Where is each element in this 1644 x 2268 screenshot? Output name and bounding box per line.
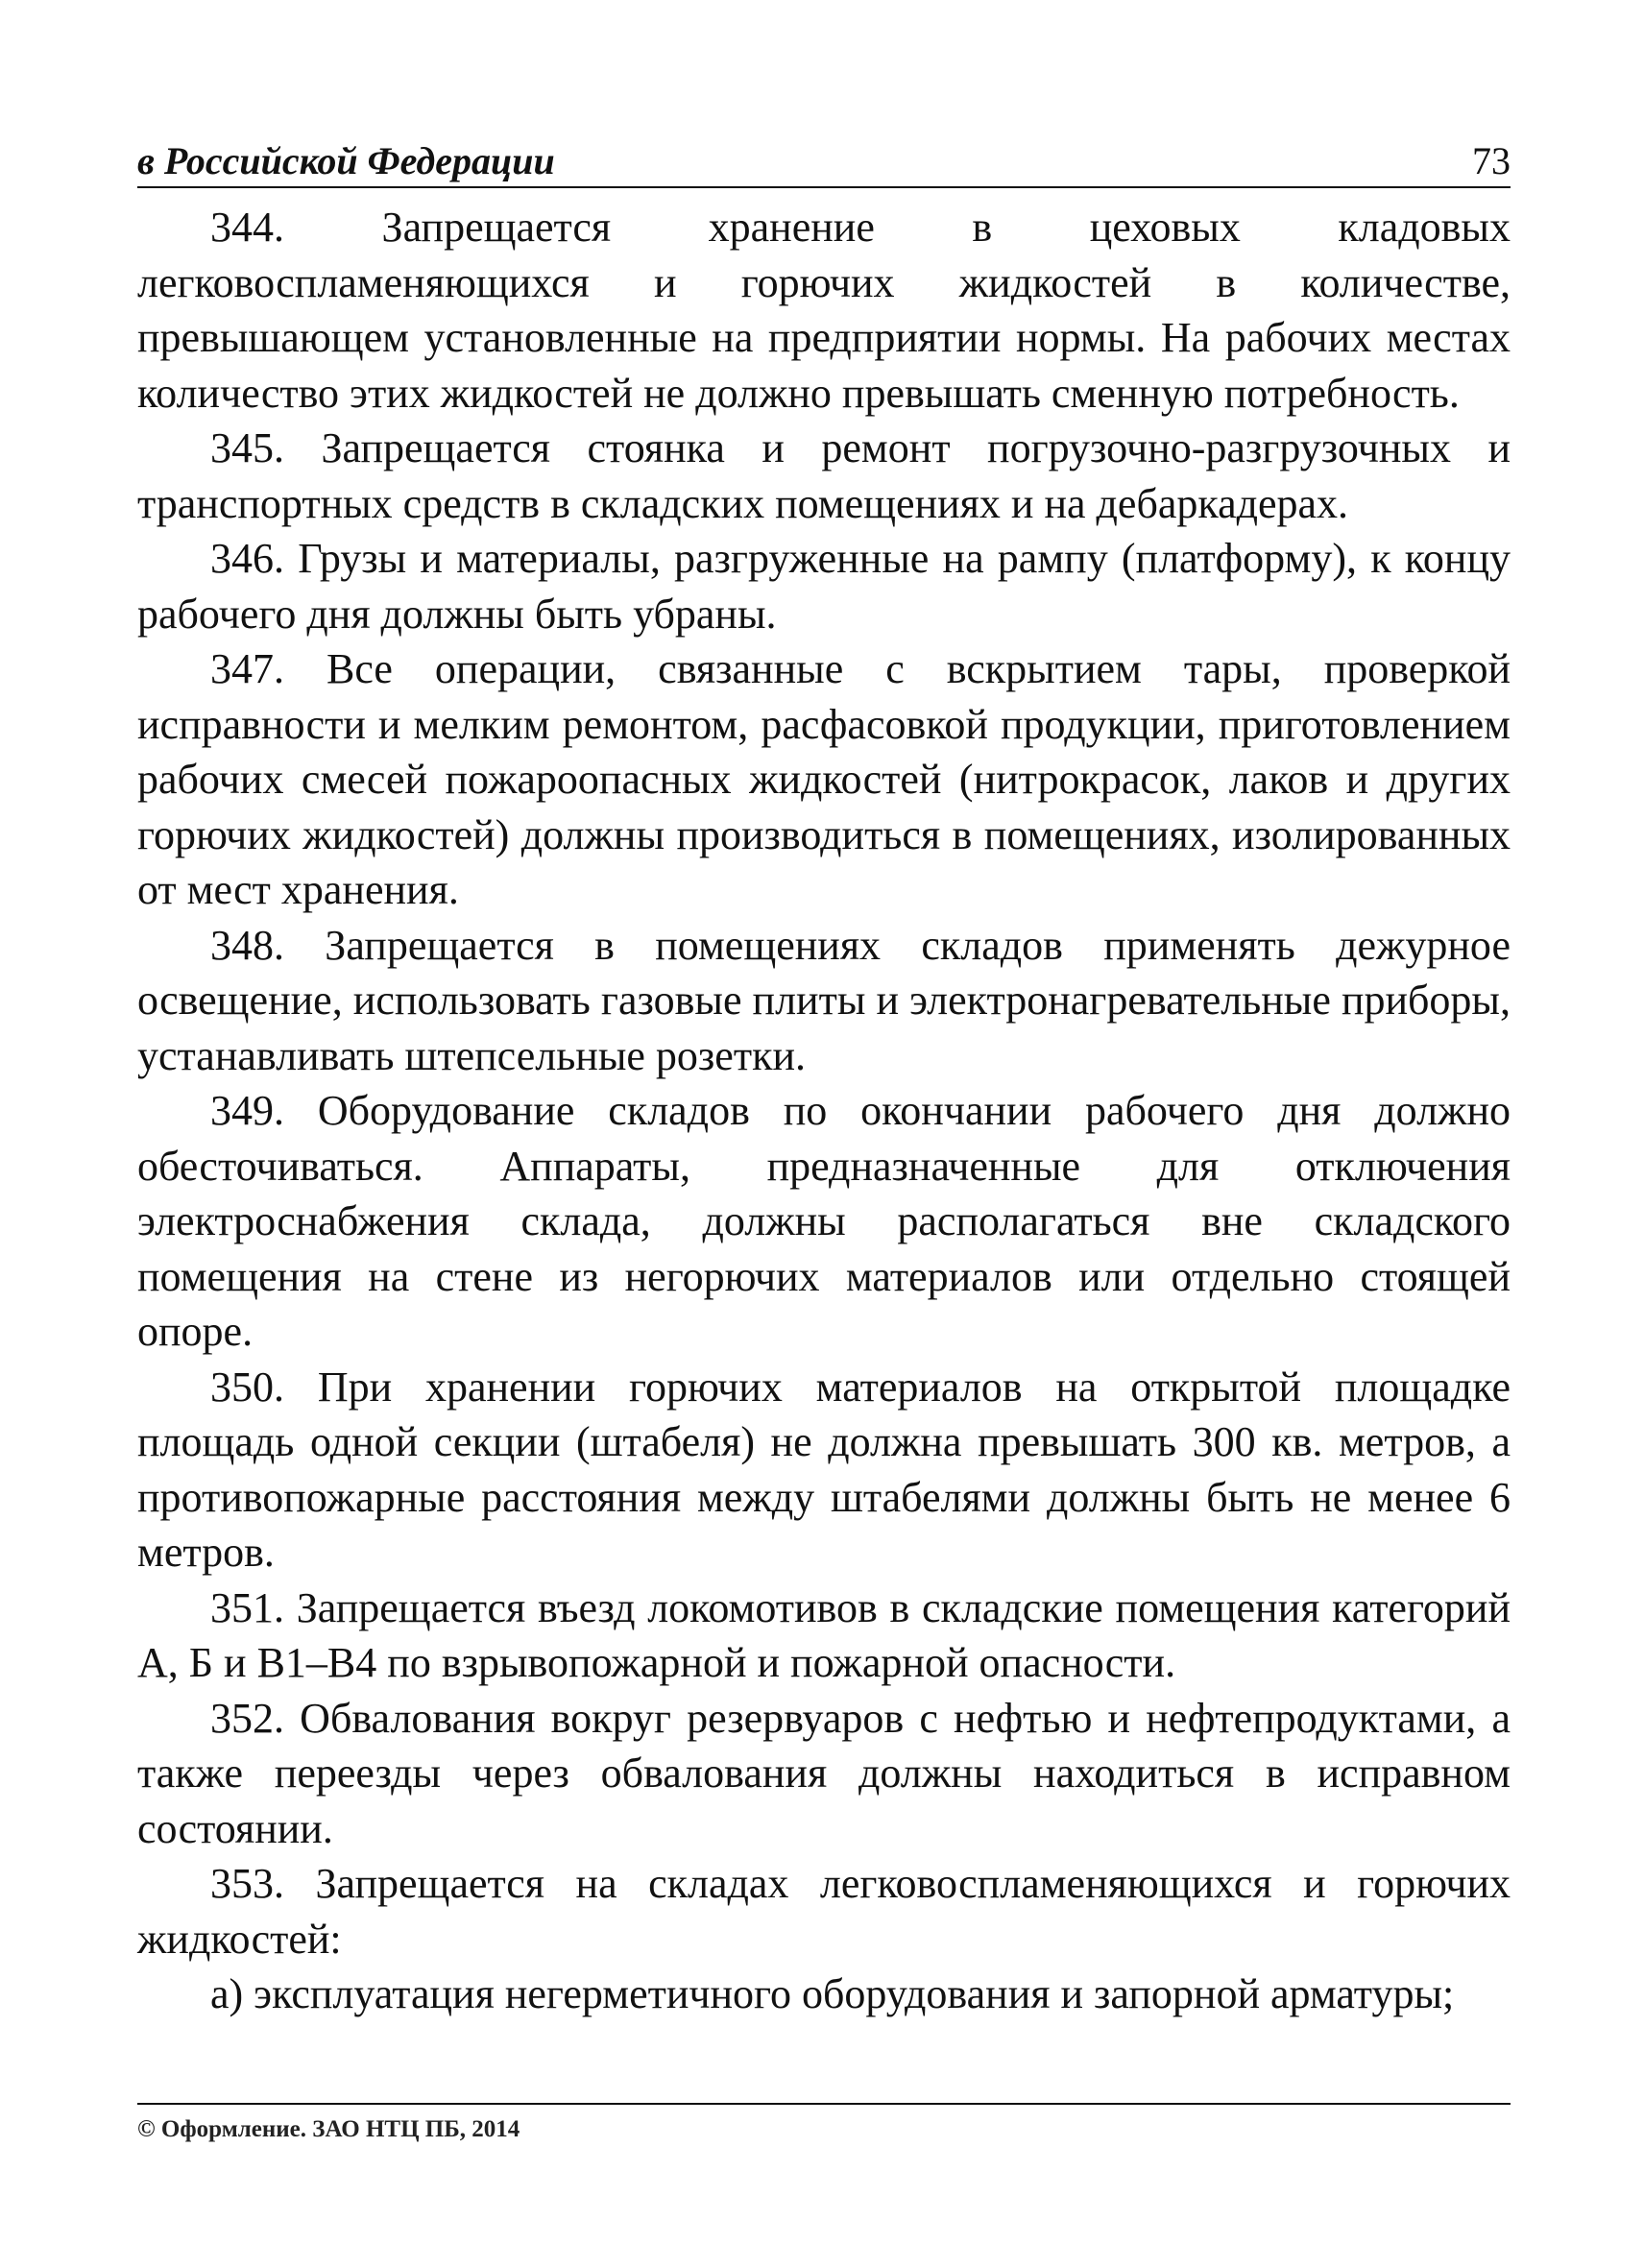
paragraph-344: 344. Запрещается хранение в цеховых кладовых легковоспламеняющихся и горючих жидкостей в количестве, превышающем установленные на предприятии нормы. На рабочих местах количество этих жидкостей не должно превышать сменную потребность. [137, 204, 1511, 417]
body-text [137, 200, 1511, 2022]
paragraph-347: 347. Все операции, связанные с вскрытием тары, проверкой исправности и мелким ремонтом, расфасовкой продукции, приготовлением рабочих смесей пожароопасных жидкостей (нитрокрасок, лаков и других горючих жидкостей) должны производиться в помещениях, изолированных от мест хранения. [137, 645, 1511, 913]
paragraph-346: 346. Грузы и материалы, разгруженные на рампу (платформу), к концу рабочего дня должны быть убраны. [137, 535, 1511, 638]
running-header [137, 125, 1511, 181]
paragraph-349: 349. Оборудование складов по окончании рабочего дня должно обесточиваться. Аппараты, предназначенные для отключения электроснабжения склада, должны располагаться вне складского помещения на стене из негорючих материалов или отдельно стоящей опоре. [137, 1087, 1511, 1355]
running-title: в Российской Федерации [137, 139, 555, 182]
paragraph-345: 345. Запрещается стоянка и ремонт погрузочно-разгрузочных и транспортных средств в складских помещениях и на дебаркадерах. [137, 424, 1511, 527]
footer-copyright: © Оформление. ЗАО НТЦ ПБ, 2014 [137, 2116, 520, 2142]
paragraph-353: 353. Запрещается на складах легковоспламеняющихся и горючих жидкостей: [137, 1860, 1511, 1963]
footer-rule [137, 2103, 1511, 2105]
header-rule [137, 186, 1511, 188]
paragraph-348: 348. Запрещается в помещениях складов применять дежурное освещение, использовать газовые плиты и электронагревательные приборы, устанавливать штепсельные розетки. [137, 921, 1511, 1079]
page [137, 125, 1511, 2022]
paragraph-353-a: а) эксплуатация негерметичного оборудования и запорной арматуры; [210, 1970, 1455, 2017]
paragraph-351: 351. Запрещается въезд локомотивов в складские помещения категорий А, Б и В1–В4 по взрывопожарной и пожарной опасности. [137, 1583, 1511, 1686]
page-number: 73 [1472, 139, 1511, 182]
paragraph-350: 350. При хранении горючих материалов на открытой площадке площадь одной секции (штабеля) не должна превышать 300 кв. метров, а противопожарные расстояния между штабелями должны быть не менее 6 метров. [137, 1363, 1511, 1576]
paragraph-352: 352. Обвалования вокруг резервуаров с нефтью и нефтепродуктами, а также переезды через обвалования должны находиться в исправном состоянии. [137, 1694, 1511, 1852]
